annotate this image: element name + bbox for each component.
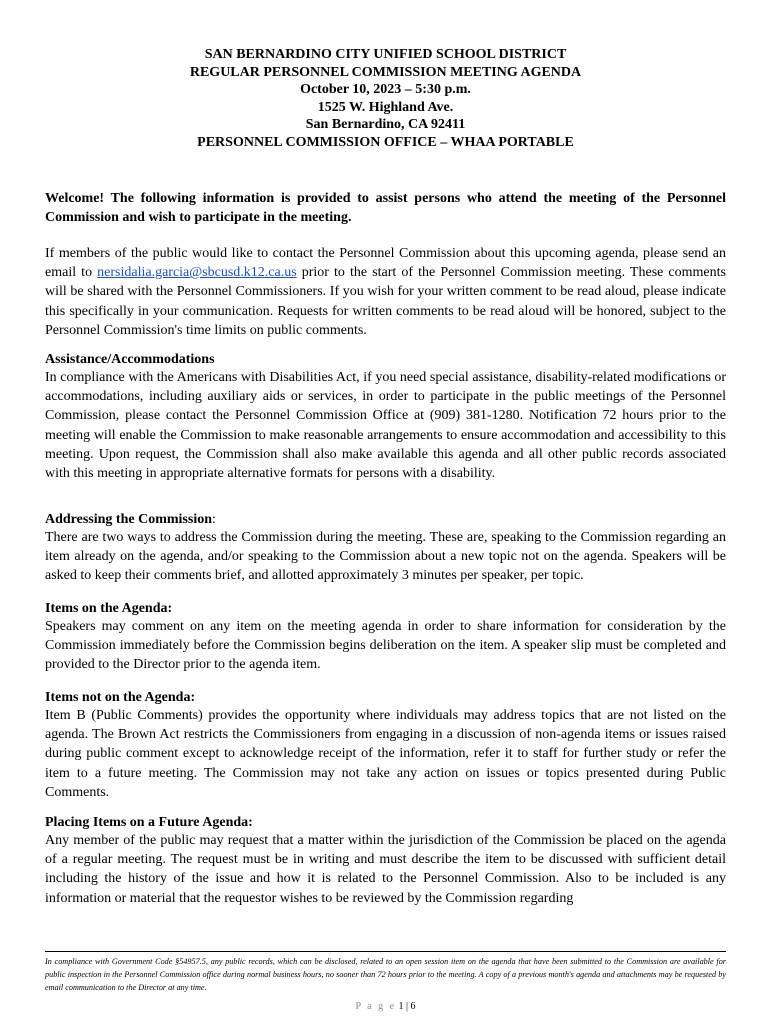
contact-text-before: If members of the public would like to contact the Personnel Commission about this upcoming agenda, please send an email to <box>45 246 726 281</box>
on-agenda-heading: Items on the Agenda: <box>45 601 173 616</box>
agenda-header <box>45 46 726 152</box>
email-link[interactable]: nersidalia.garcia@sbcusd.k12.ca.us <box>97 265 297 281</box>
contact-paragraph <box>45 244 726 340</box>
page-number <box>45 1001 726 1012</box>
addressing-heading-line <box>45 510 726 529</box>
district-name: SAN BERNARDINO CITY UNIFIED SCHOOL DISTRICT <box>204 47 567 62</box>
meeting-location: PERSONNEL COMMISSION OFFICE – WHAA PORTABLE <box>197 134 574 150</box>
page-count: 1 | 6 <box>398 1001 416 1012</box>
future-agenda-heading: Placing Items on a Future Agenda: <box>45 815 253 830</box>
meeting-city: San Bernardino, CA 92411 <box>305 117 466 133</box>
contact-text-after: prior to the start of the Personnel Commission meeting. These comments will be shared with the Personnel Commissioners. If you wish for your written comment to be read aloud, please indicate this specifically in your communication. Requests for written comments to be read aloud will be honored, subject to the Personnel Commission's time limits on public comments. <box>45 265 726 338</box>
addressing-heading: Addressing the Commission <box>45 512 212 527</box>
page-label: P a g e <box>355 1001 397 1012</box>
meeting-street: 1525 W. Highland Ave. <box>317 99 454 115</box>
not-on-agenda-body: Item B (Public Comments) provides the opportunity where individuals may address topics that are not listed on the agenda. The Brown Act restricts the Commissioners from engaging in a discussion of non-agenda items or issues raised during public comment except to acknowledge receipt of the information, refer it to staff for further study or refer the item to a future meeting. The Commission may not take any action on issues or topics presented during Public Comments. <box>45 708 726 800</box>
meeting-date: October 10, 2023 – 5:30 p.m. <box>300 82 471 98</box>
addressing-body: There are two ways to address the Commission during the meeting. These are, speaking to the Commission regarding an item already on the agenda, and/or speaking to the Commission about a new topic not on the agenda. Speakers will be asked to keep their comments brief, and allotted approximately 3 minutes per speaker, per topic. <box>45 530 726 584</box>
meeting-title: REGULAR PERSONNEL COMMISSION MEETING AGENDA <box>189 64 582 80</box>
assistance-heading: Assistance/Accommodations <box>45 352 215 367</box>
footer-note: In compliance with Government Code §54957.5, any public records, which can be disclosed, related to an open session item on the agenda that have been submitted to the Commission are available for public inspection in the Personnel Commission office during normal business hours, no sooner than 72 hours prior to the meeting. A copy of a previous month's agenda and attachments may be requested by email communication to the Director at any time. <box>45 957 726 993</box>
on-agenda-body: Speakers may comment on any item on the meeting agenda in order to share information for consideration by the Commission immediately before the Commission begins deliberation on the item. A speaker slip must be completed and provided to the Director prior to the agenda item. <box>45 619 726 673</box>
not-on-agenda-heading: Items not on the Agenda: <box>45 690 196 705</box>
addressing-colon: : <box>212 512 216 527</box>
assistance-body: In compliance with the Americans with Disabilities Act, if you need special assistance, disability-related modifications or accommodations, including auxiliary aids or services, in order to participate in the public meetings of the Personnel Commission, please contact the Personnel Commission Office at (909) 381-1280. Notification 72 hours prior to the meeting will enable the Commission to make reasonable arrangements to ensure accommodation and accessibility to this meeting. Upon request, the Commission shall also make available this agenda and all other public records associated with this meeting in appropriate alternative formats for persons with a disability. <box>45 370 726 482</box>
future-agenda-body: Any member of the public may request that a matter within the jurisdiction of the Commission be placed on the agenda of a regular meeting. The request must be in writing and must describe the item to be discussed with sufficient detail including the history of the issue and how it is related to the Personnel Commission. Also to be included is any information or material that the requestor wishes to be reviewed by the Commission regarding <box>45 833 726 906</box>
footer-divider <box>45 951 726 952</box>
welcome-paragraph: Welcome! The following information is provided to assist persons who attend the meeting of the Personnel Commission and wish to participate in the meeting. <box>45 191 726 226</box>
